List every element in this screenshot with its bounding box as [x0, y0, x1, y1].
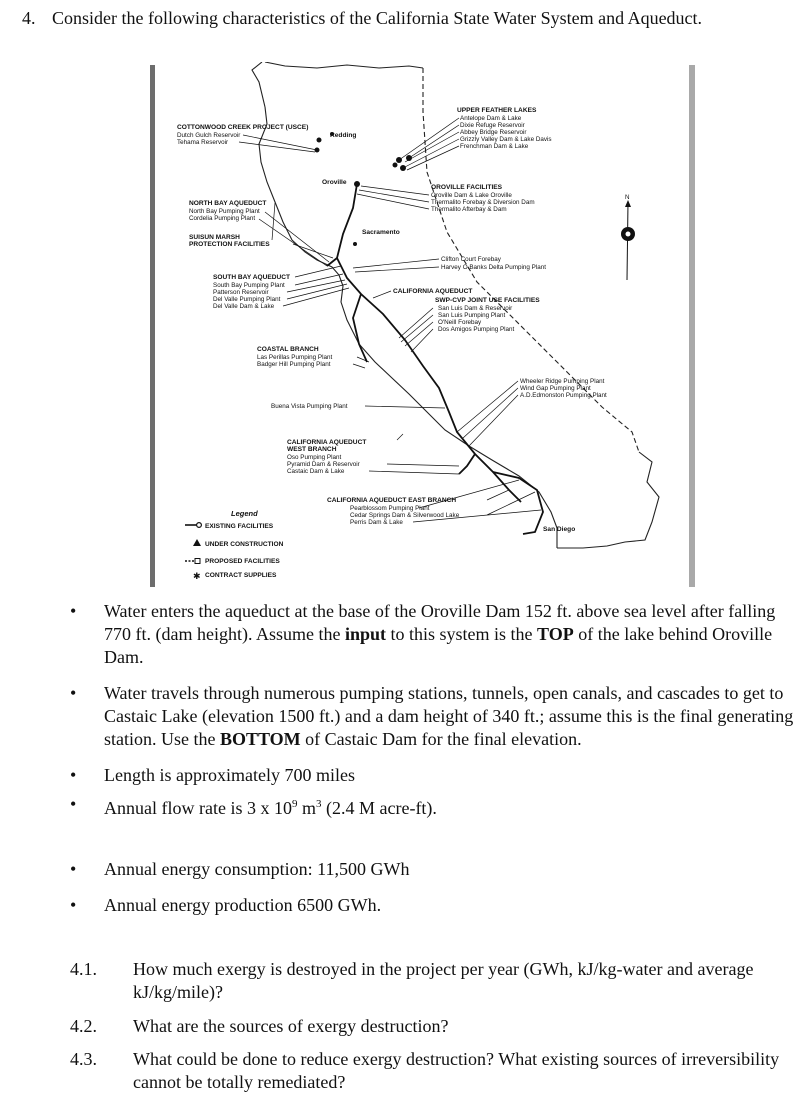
west-branch-line: CALIFORNIA AQUEDUCT — [287, 439, 367, 446]
south-bay-item: Del Valle Pumping Plant — [213, 296, 281, 303]
upper-feather-item: Dixie Refuge Reservoir — [460, 122, 525, 129]
west-branch-item: Pyramid Dam & Reservoir — [287, 461, 360, 468]
subquestion-text: What are the sources of exergy destruction? — [133, 1016, 449, 1036]
swp-cvp-leaders — [399, 308, 433, 352]
south-bay-item: Patterson Reservoir — [213, 289, 269, 296]
california-aqueduct-leader — [373, 291, 391, 298]
delta-item: Harvey O.Banks Delta Pumping Plant — [441, 264, 546, 271]
sacramento-label: Sacramento — [362, 229, 400, 236]
subquestion-4-3 — [70, 1048, 800, 1094]
upper-feather-item: Grizzly Valley Dam & Lake Davis — [460, 136, 552, 143]
cottonwood-leaders — [239, 135, 317, 152]
swp-cvp-item: San Luis Pumping Plant — [438, 312, 506, 319]
north-arrow — [621, 194, 635, 280]
swp-cvp-item: Dos Amigos Pumping Plant — [438, 326, 515, 333]
west-branch-line: WEST BRANCH — [287, 446, 337, 453]
south-bay-item: Del Valle Dam & Lake — [213, 303, 275, 310]
delta-leaders — [353, 259, 439, 272]
west-branch-item: Castaic Dam & Lake — [287, 468, 345, 475]
question-number: 4. — [22, 8, 36, 28]
san-diego-label: San Diego — [543, 526, 576, 533]
oroville-facilities-item: Thermalito Afterbay & Dam — [431, 206, 507, 213]
bullet-item: • Water enters the aqueduct at the base of the Oroville Dam 152 ft. above sea level after falling 770 ft. (dam height). Assume the input to this system is the TOP of the lake behind Oroville Dam. — [70, 600, 800, 669]
coastal-item: Las Perillas Pumping Plant — [257, 354, 333, 361]
north-bay-item: Cordelia Pumping Plant — [189, 215, 256, 222]
upper-feather-leaders — [399, 118, 459, 170]
subquestion-4-2 — [70, 1015, 800, 1038]
cottonwood-item: Dutch Gulch Reservoir — [177, 132, 241, 139]
subquestion-text: How much exergy is destroyed in the project per year (GWh, kJ/kg-water and average kJ/kg/mile)? — [133, 959, 754, 1002]
tehachapi-item: Wheeler Ridge Pumping Plant — [520, 378, 605, 385]
california-aqueduct-label: CALIFORNIA AQUEDUCT — [393, 288, 473, 295]
suisun-line: PROTECTION FACILITIES — [189, 241, 270, 248]
east-branch-item: Perris Dam & Lake — [350, 519, 403, 526]
north-bay-leaders — [259, 203, 329, 266]
contract-supplies-icon: ✱ — [193, 572, 201, 582]
bullet-item: • Annual flow rate is 3 x $10^9$ $m^3$ (2.4 M acre-ft). — [70, 793, 800, 820]
coastal-branch-line — [353, 294, 367, 362]
tehachapi-leaders — [457, 381, 518, 446]
suisun-line: SUISUN MARSH — [189, 234, 240, 241]
upper-feather-item: Frenchman Dam & Lake — [460, 143, 529, 150]
oroville-facilities-item: Thermalito Forebay & Diversion Dam — [431, 199, 535, 206]
subquestion-number: 4.1. — [70, 959, 97, 979]
coastal-item: Badger Hill Pumping Plant — [257, 361, 331, 368]
south-bay-title: SOUTH BAY AQUEDUCT — [213, 274, 291, 281]
north-bay-item: North Bay Pumping Plant — [189, 208, 260, 215]
water-system-map — [147, 62, 697, 590]
oroville-facilities-item: Oroville Dam & Lake Oroville — [431, 192, 512, 199]
legend-item: EXISTING FACILITIES — [205, 523, 274, 530]
question-text: Consider the following characteristics of the California State Water System and Aqueduct. — [52, 8, 703, 28]
scan-edge-right — [689, 65, 695, 587]
subquestion-number: 4.3. — [70, 1049, 97, 1069]
north-bay-title: NORTH BAY AQUEDUCT — [189, 200, 267, 207]
bullet-item: • Annual energy production 6500 GWh. — [70, 894, 800, 917]
legend-item: UNDER CONSTRUCTION — [205, 541, 284, 548]
subquestion-4-1 — [70, 958, 800, 1004]
tehachapi-item: Wind Gap Pumping Plant — [520, 385, 591, 392]
north-arrow-label: N — [625, 194, 630, 201]
state-border-southeast — [557, 452, 659, 548]
tehachapi-item: A.D.Edmonston Pumping Plant — [520, 392, 607, 399]
upper-feather-item: Antelope Dam & Lake — [460, 115, 522, 122]
redding-label: Redding — [330, 132, 357, 139]
question-header — [22, 8, 702, 29]
swp-cvp-item: O'Neill Forebay — [438, 319, 482, 326]
buena-vista-leader — [365, 406, 445, 408]
west-branch-leaders — [369, 434, 459, 474]
east-branch-title: CALIFORNIA AQUEDUCT EAST BRANCH — [327, 497, 457, 504]
upper-feather-title: UPPER FEATHER LAKES — [457, 107, 537, 114]
bullet-item: • Water travels through numerous pumping stations, tunnels, open canals, and cascades to get to Castaic Lake (elevation 1500 ft.) and a dam height of 340 ft.; assume this is the final generating station. Use the BOTTOM of Castaic Dam for the final elevation. — [70, 682, 800, 751]
bullet-item: • Annual energy consumption: 11,500 GWh — [70, 858, 800, 881]
delta-item: Clifton Court Forebay — [441, 256, 501, 263]
east-branch-item: Cedar Springs Dam & Silverwood Lake — [350, 512, 460, 519]
subquestion-number: 4.2. — [70, 1016, 97, 1036]
cottonwood-item: Tehama Reservoir — [177, 139, 229, 146]
legend-item: CONTRACT SUPPLIES — [205, 572, 277, 579]
swp-cvp-item: San Luis Dam & Reservoir — [438, 305, 513, 312]
bullet-list — [70, 600, 800, 917]
legend-item: PROPOSED FACILITIES — [205, 558, 280, 565]
coastal-leaders — [353, 357, 369, 368]
legend — [185, 509, 284, 582]
oroville-leaders — [357, 186, 429, 209]
legend-title: Legend — [231, 509, 258, 518]
oroville-facilities-title: OROVILLE FACILITIES — [431, 184, 503, 191]
map-svg — [147, 62, 697, 590]
west-branch-item: Oso Pumping Plant — [287, 454, 342, 461]
buena-vista-label: Buena Vista Pumping Plant — [271, 403, 348, 410]
coastal-title: COASTAL BRANCH — [257, 346, 319, 353]
upper-feather-item: Abbey Bridge Reservoir — [460, 129, 527, 136]
swp-cvp-title: SWP-CVP JOINT USE FACILITIES — [435, 297, 540, 304]
south-bay-item: South Bay Pumping Plant — [213, 282, 285, 289]
west-branch-line — [459, 454, 475, 474]
state-border-north — [252, 62, 423, 107]
subquestion-text: What could be done to reduce exergy destruction? What existing sources of irreversibility cannot be totally remediated? — [133, 1049, 780, 1092]
east-branch-item: Pearblossom Pumping Plant — [350, 505, 430, 512]
bullet-item: • Length is approximately 700 miles — [70, 764, 800, 787]
cottonwood-title: COTTONWOOD CREEK PROJECT (USCE) — [177, 124, 309, 131]
south-bay-leaders — [283, 266, 349, 306]
scan-edge-left — [150, 65, 155, 587]
oroville-city-label: Oroville — [322, 179, 347, 186]
sacramento-marker — [353, 242, 357, 246]
